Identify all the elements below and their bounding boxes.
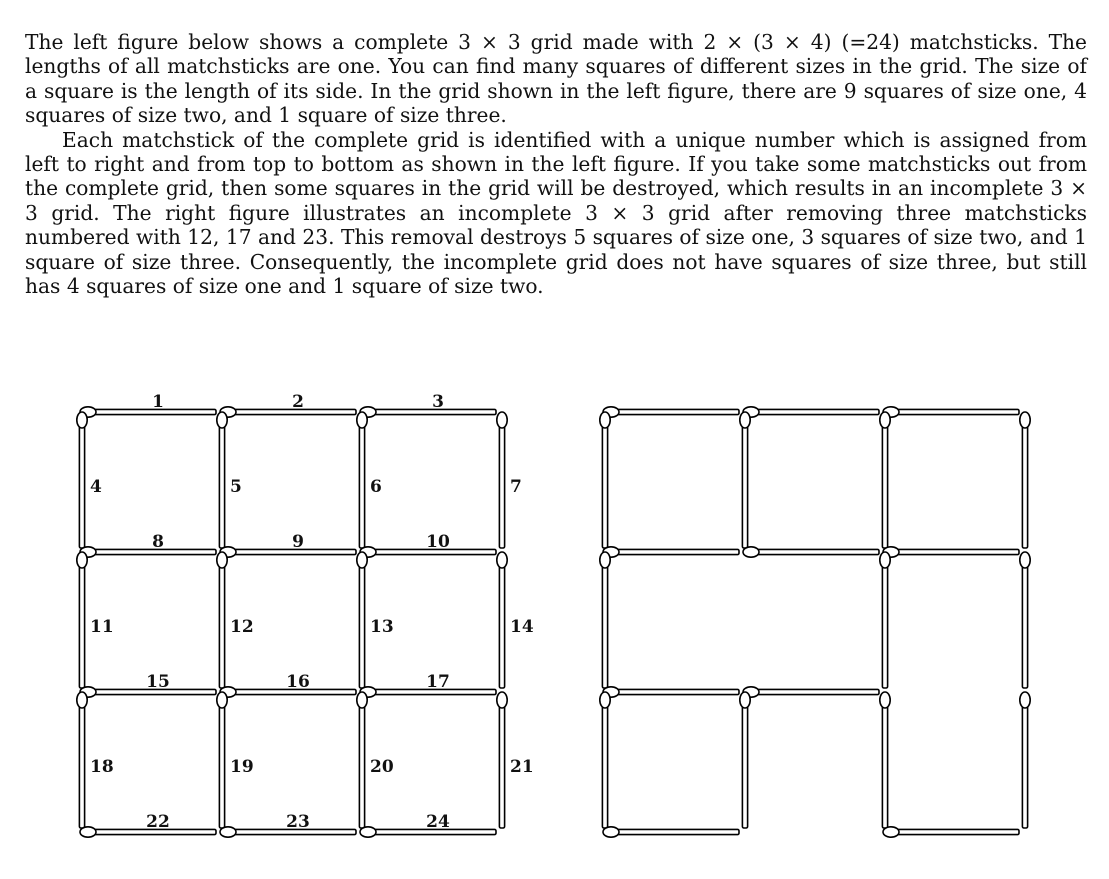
matchstick	[497, 692, 507, 828]
matchstick	[80, 407, 216, 417]
stick-number-label: 22	[146, 812, 170, 832]
matchstick	[1020, 692, 1030, 828]
stick-number-label: 19	[230, 757, 254, 777]
matchstick	[883, 407, 1019, 417]
stick-number-label: 10	[426, 532, 450, 552]
matchstick	[880, 692, 890, 828]
matchstick	[1020, 552, 1030, 688]
matchstick	[740, 692, 750, 828]
stick-number-label: 5	[230, 477, 242, 497]
matchstick	[743, 687, 879, 697]
complete-grid-figure	[72, 388, 542, 858]
matchstick	[80, 547, 216, 557]
matchstick	[1020, 412, 1030, 548]
matchstick	[497, 412, 507, 548]
stick-number-label: 15	[146, 672, 170, 692]
matchstick	[360, 407, 496, 417]
stick-number-label: 18	[90, 757, 114, 777]
stick-number-label: 9	[292, 532, 304, 552]
matchstick	[883, 547, 1019, 557]
matchstick	[603, 407, 739, 417]
matchstick	[357, 692, 367, 828]
stick-number-label: 6	[370, 477, 382, 497]
matchstick	[220, 547, 356, 557]
stick-number-label: 12	[230, 617, 254, 637]
stick-number-label: 7	[510, 477, 522, 497]
matchstick	[217, 692, 227, 828]
matchstick	[603, 547, 739, 557]
stick-number-label: 2	[292, 392, 304, 412]
matchstick	[883, 827, 1019, 837]
stick-number-label: 3	[432, 392, 444, 412]
matchstick	[740, 412, 750, 548]
stick-number-label: 13	[370, 617, 394, 637]
stick-number-label: 1	[152, 392, 164, 412]
matchstick	[743, 407, 879, 417]
right-matchsticks	[600, 407, 1030, 837]
matchstick	[880, 552, 890, 688]
matchstick	[217, 552, 227, 688]
matchstick	[603, 827, 739, 837]
problem-statement	[25, 30, 1087, 298]
incomplete-grid-figure	[595, 388, 1065, 858]
stick-number-label: 14	[510, 617, 534, 637]
matchstick	[220, 407, 356, 417]
matchstick	[77, 552, 87, 688]
left-matchsticks	[77, 407, 507, 837]
left-stick-labels	[90, 392, 534, 832]
matchstick	[357, 552, 367, 688]
matchstick	[603, 687, 739, 697]
stick-number-label: 4	[90, 477, 102, 497]
stick-number-label: 16	[286, 672, 310, 692]
matchstick	[600, 552, 610, 688]
matchstick	[600, 692, 610, 828]
paragraph-2: Each matchstick of the complete grid is identified with a unique number which is assigned from left to right and from top to bottom as shown in the left figure. If you take some matchsticks out from the complete grid, then some squares in the grid will be destroyed, which results in an incomplete 3 × 3 grid. The right figure illustrates an incomplete 3 × 3 grid after removing three matchsticks numbered with 12, 17 and 23. This removal destroys 5 squares of size one, 3 squares of size two, and 1 square of size three. Consequently, the incomplete grid does not have squares of size three, but still has 4 squares of size one and 1 square of size two.	[25, 127, 1087, 299]
stick-number-label: 23	[286, 812, 310, 832]
paragraph-1: The left figure below shows a complete 3 × 3 grid made with 2 × (3 × 4) (=24) matchsticks. The lengths of all matchsticks are one. You can find many squares of different sizes in the grid. The size of a square is the length of its side. In the grid shown in the left figure, there are 9 squares of size one, 4 squares of size two, and 1 square of size three.	[25, 30, 1087, 128]
stick-number-label: 21	[510, 757, 534, 777]
matchstick	[880, 412, 890, 548]
matchstick	[497, 552, 507, 688]
stick-number-label: 8	[152, 532, 164, 552]
matchstick	[217, 412, 227, 548]
matchstick	[743, 547, 879, 557]
stick-number-label: 17	[426, 672, 450, 692]
stick-number-label: 11	[90, 617, 114, 637]
matchstick	[357, 412, 367, 548]
matchstick	[77, 692, 87, 828]
matchstick	[77, 412, 87, 548]
stick-number-label: 20	[370, 757, 394, 777]
matchstick	[600, 412, 610, 548]
stick-number-label: 24	[426, 812, 450, 832]
